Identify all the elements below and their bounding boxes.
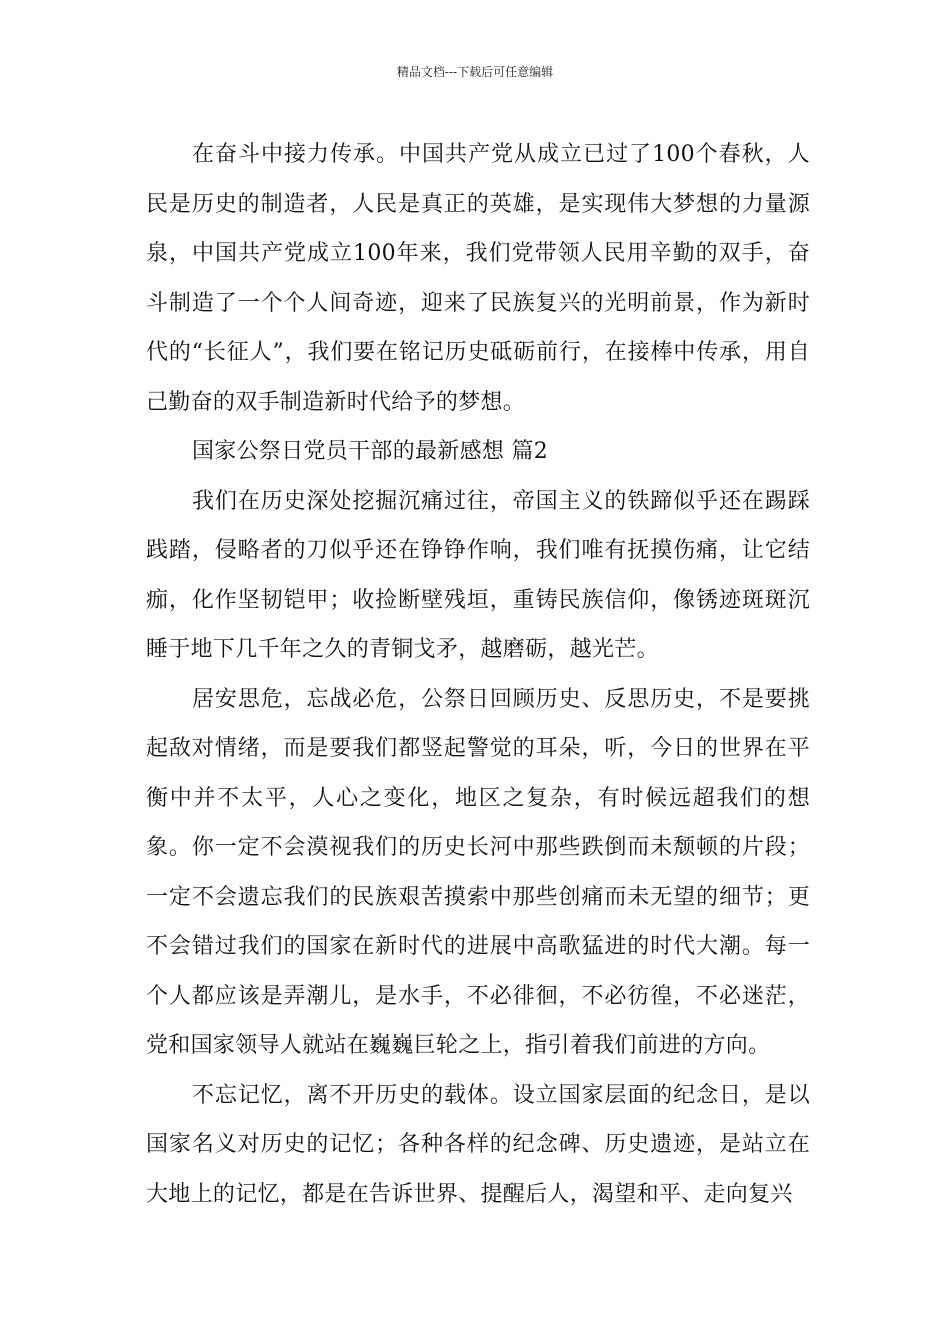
paragraph-4: 不忘记忆，离不开历史的载体。设立国家层面的纪念日，是以国家名义对历史的记忆；各种各样的纪念碑、历史遗迹，是站立在大地上的记忆，都是在告诉世界、提醒后人，渴望和平、走向复兴 [146,1082,810,1207]
paragraph-1: 在奋斗中接力传承。中国共产党从成立已过了100个春秋，人民是历史的制造者，人民是真正的英雄，是实现伟大梦想的力量源泉，中国共产党成立100年来，我们党带领人民用辛勤的双手，奋斗制造了一个个人间奇迹，迎来了民族复兴的光明前景，作为新时代的“长征人”，我们要在铭记历史砥砺前行，在接棒中传承，用自己勤奋的双手制造新时代给予的梦想。 [146,142,810,415]
page-header: 精品文档---下载后可任意编辑 [396,65,554,79]
section-heading: 国家公祭日党员干部的最新感想 篇2 [192,439,549,464]
document-body [146,130,810,1219]
paragraph-3: 居安思危，忘战必危，公祭日回顾历史、反思历史，不是要挑起敌对情绪，而是要我们都竖起警觉的耳朵，听，今日的世界在平衡中并不太平，人心之变化，地区之复杂，有时候远超我们的想象。你一定不会漠视我们的历史长河中那些跌倒而未颓顿的片段；一定不会遗忘我们的民族艰苦摸索中那些创痛而未无望的细节；更不会错过我们的国家在新时代的进展中高歌猛进的时代大潮。每一个人都应该是弄潮儿，是水手，不必徘徊，不必彷徨，不必迷茫，党和国家领导人就站在巍巍巨轮之上，指引着我们前进的方向。 [146,686,810,1058]
paragraph-2: 我们在历史深处挖掘沉痛过往，帝国主义的铁蹄似乎还在踢踩践踏，侵略者的刀似乎还在铮铮作响，我们唯有抚摸伤痛，让它结痂，化作坚韧铠甲；收捡断壁残垣，重铸民族信仰，像锈迹斑斑沉睡于地下几千年之久的青铜戈矛，越磨砺，越光芒。 [146,488,810,662]
